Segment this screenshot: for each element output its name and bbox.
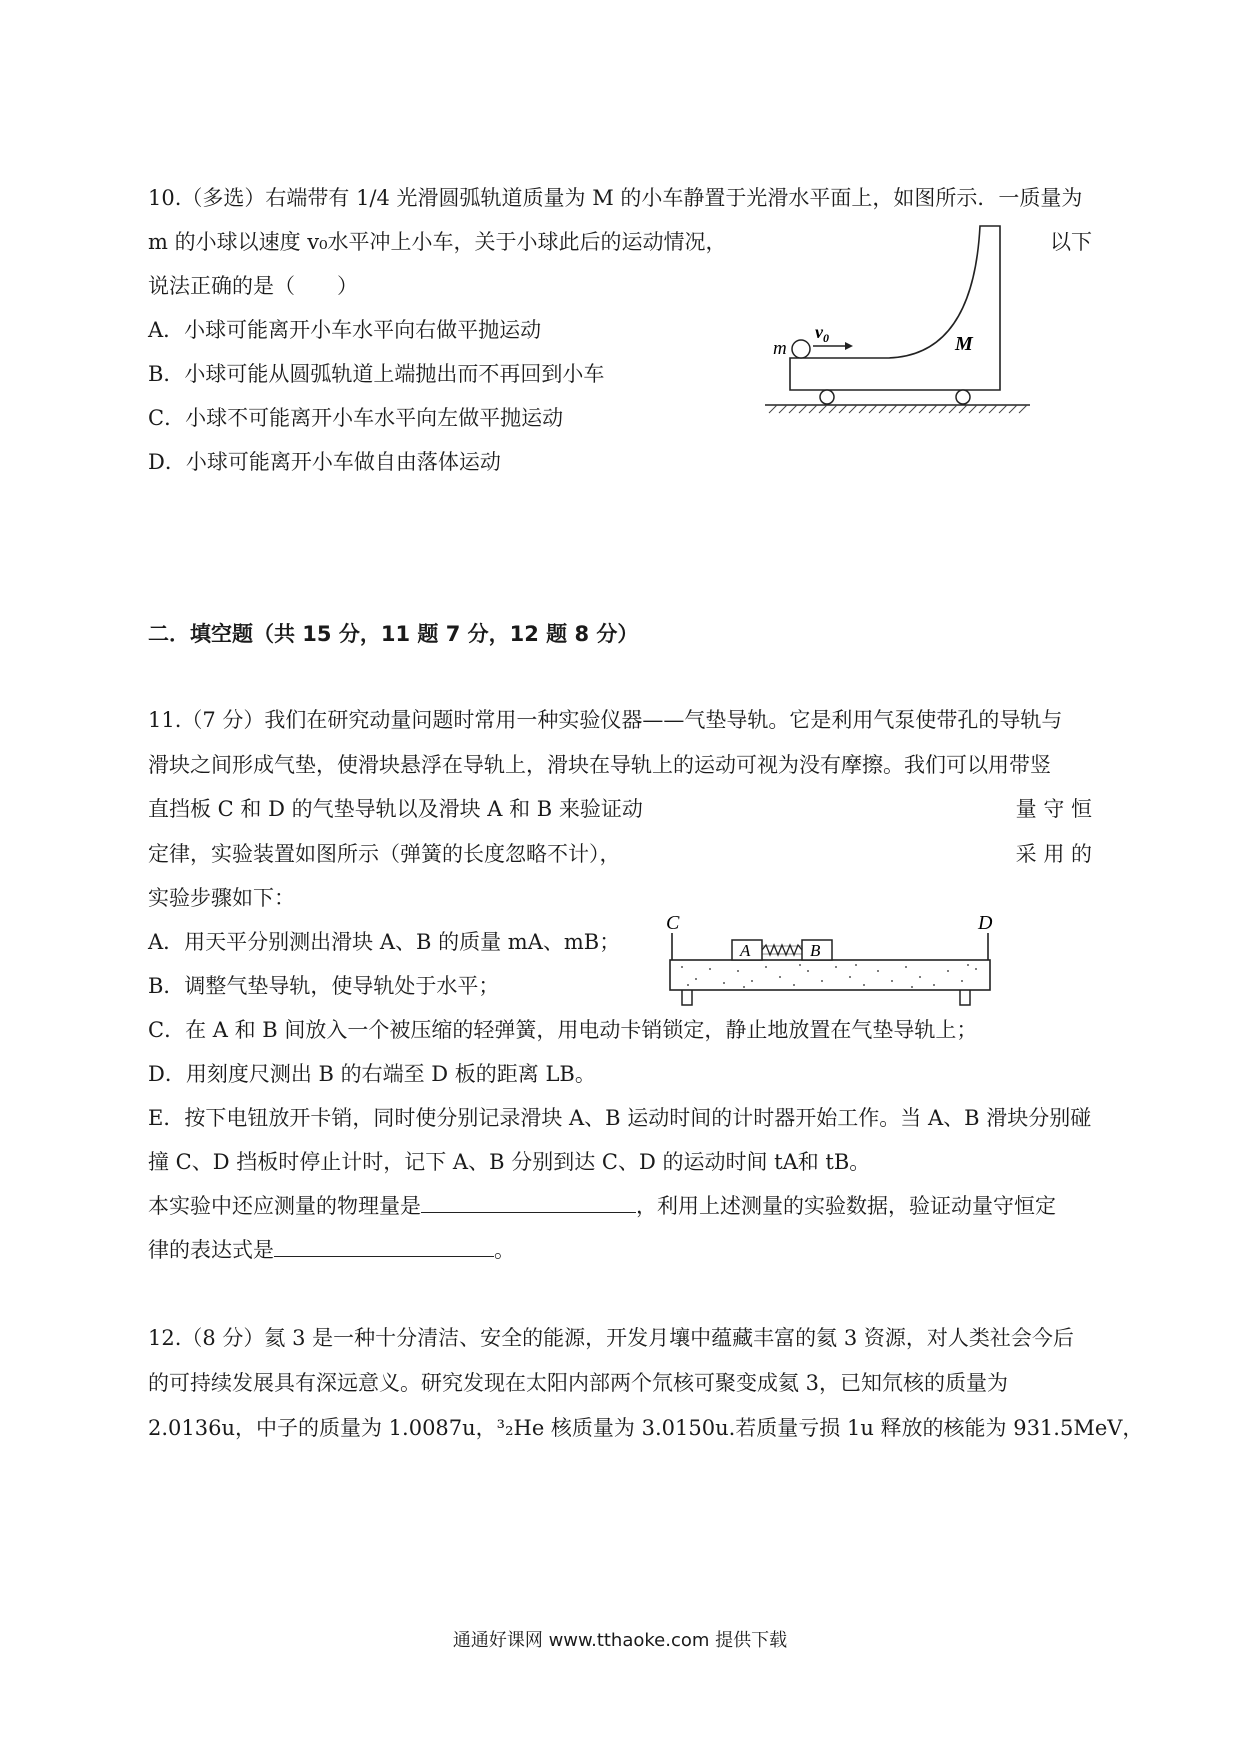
ball-label: m — [773, 338, 787, 359]
q11-line-2: 滑块之间形成气垫，使滑块悬浮在导轨上，滑块在导轨上的运动可视为没有摩擦。我们可以用带竖 — [148, 753, 1051, 777]
q11-line-1: 11.（7 分）我们在研究动量问题时常用一种实验仪器——气垫导轨。它是利用气泵使带孔的导轨与 — [148, 708, 1063, 732]
q11-step-a: A．用天平分别测出滑块 A、B 的质量 mA、mB； — [148, 930, 621, 954]
q11-line-4-right: 采 用 的 — [1015, 842, 1092, 866]
q10-option-c: C．小球不可能离开小车水平向左做平抛运动 — [148, 406, 564, 430]
cart-wheel-left — [820, 390, 834, 404]
label-c: C — [666, 912, 680, 934]
q10-option-d: D．小球可能离开小车做自由落体运动 — [148, 450, 501, 474]
q11-line-3 — [148, 795, 1092, 823]
q12-line-2: 的可持续发展具有深远意义。研究发现在太阳内部两个氘核可聚变成氦 3，已知氘核的质量为 — [148, 1371, 1009, 1395]
q10-option-b: B．小球可能从圆弧轨道上端抛出而不再回到小车 — [148, 362, 605, 386]
q11-line-5: 实验步骤如下： — [148, 886, 295, 910]
q11-fill-line-2 — [148, 1236, 515, 1264]
q10-line-1: 10.（多选）右端带有 1/4 光滑圆弧轨道质量为 M 的小车静置于光滑水平面上，如图所示．一质量为 — [148, 186, 1083, 210]
label-d: D — [978, 912, 993, 934]
q10-line-3: 说法正确的是（ ） — [148, 274, 358, 298]
q10-option-a: A．小球可能离开小车水平向右做平抛运动 — [148, 318, 542, 342]
cart-arc-figure — [765, 218, 1035, 428]
section-2-title: 二．填空题（共 15 分，11 题 7 分，12 题 8 分） — [148, 622, 639, 646]
q11-line-4-left: 定律，实验装置如图所示（弹簧的长度忽略不计）， — [148, 842, 621, 866]
spring — [762, 945, 802, 955]
q11-fill-2-left: 律的表达式是 — [148, 1238, 274, 1262]
q10-line-2-left: m 的小球以速度 v₀水平冲上小车，关于小球此后的运动情况， — [148, 230, 727, 254]
air-track — [670, 960, 990, 990]
answer-blank-2[interactable] — [274, 1236, 494, 1257]
q10-line-2-right: 以下 — [1050, 230, 1092, 254]
q12-line-3: 2.0136u，中子的质量为 1.0087u，³₂He 核质量为 3.0150u.若质量亏损 1u 释放的核能为 931.5MeV， — [148, 1416, 1144, 1440]
q11-line-3-right: 量 守 恒 — [1015, 797, 1092, 821]
air-track-figure — [660, 905, 1000, 1020]
label-a: A — [740, 941, 751, 960]
cart-wheel-right — [956, 390, 970, 404]
q11-fill-1-left: 本实验中还应测量的物理量是 — [148, 1194, 421, 1218]
q12-line-1: 12.（8 分）氦 3 是一种十分清洁、安全的能源，开发月壤中蕴藏丰富的氦 3 资源，对人类社会今后 — [148, 1326, 1074, 1350]
q11-line-3-left: 直挡板 C 和 D 的气垫导轨以及滑块 A 和 B 来验证动 — [148, 797, 643, 821]
q11-step-e-2: 撞 C、D 挡板时停止计时，记下 A、B 分别到达 C、D 的运动时间 tA和 tB。 — [148, 1150, 871, 1174]
q11-step-d: D．用刻度尺测出 B 的右端至 D 板的距离 LB。 — [148, 1062, 596, 1086]
q11-fill-2-right: 。 — [494, 1238, 515, 1262]
ball — [792, 340, 810, 358]
q11-step-c: C．在 A 和 B 间放入一个被压缩的轻弹簧，用电动卡销锁定，静止地放置在气垫导轨上； — [148, 1018, 978, 1042]
q11-fill-line-1 — [148, 1192, 1056, 1220]
q11-step-b: B．调整气垫导轨，使导轨处于水平； — [148, 974, 500, 998]
q11-line-4 — [148, 840, 1092, 868]
velocity-label: $v_0$ — [815, 322, 829, 345]
q11-step-e-1: E．按下电钮放开卡销，同时使分别记录滑块 A、B 运动时间的计时器开始工作。当 A、B 滑块分别碰 — [148, 1106, 1092, 1130]
label-b: B — [810, 941, 821, 960]
q11-fill-1-right: ，利用上述测量的实验数据，验证动量守恒定 — [636, 1194, 1056, 1218]
footer-source: 通通好课网 www.tthaoke.com 提供下载 — [452, 1630, 788, 1651]
cart-label: M — [955, 333, 973, 355]
answer-blank-1[interactable] — [421, 1192, 636, 1213]
